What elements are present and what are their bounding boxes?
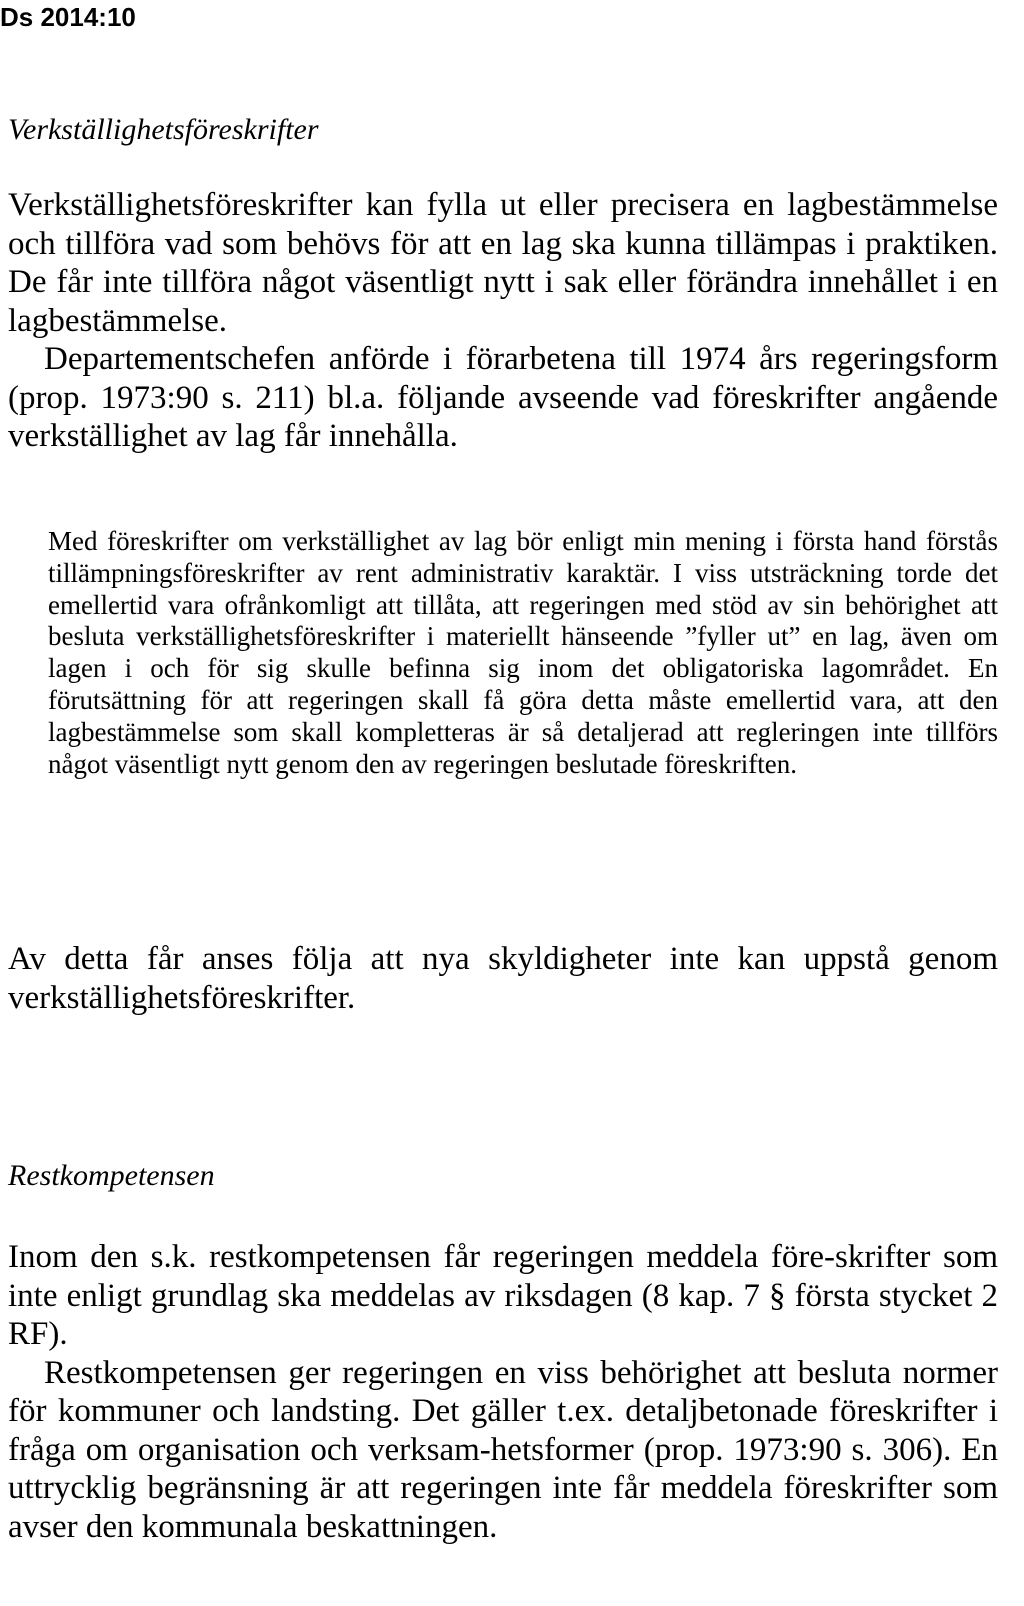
paragraph-intro: Verkställighetsföreskrifter kan fylla ut eller precisera en lagbestämmelse och tillföra vad som behövs för att en lag ska kunna tillämpas i praktiken. De får inte tillföra något väsentligt nytt i sak eller förändra innehållet i en lagbestämmelse. bbox=[8, 187, 998, 339]
paragraph-restkompetensen-intro: Inom den s.k. restkompetensen får regeringen meddela före-skrifter som inte enligt grundlag ska meddelas av riksdagen (8 kap. 7 § första stycket 2 RF). bbox=[8, 1239, 998, 1352]
section-heading-verkstallighetsforeskrifter: Verkställighetsföreskrifter bbox=[8, 113, 319, 146]
section1-conclusion bbox=[8, 940, 998, 1017]
paragraph-restkompetensen-normer: Restkompetensen ger regeringen en viss behörighet att besluta normer för kommuner och landsting. Det gäller t.ex. detaljbetonade föreskrifter i fråga om organisation och verksam-hetsformer (prop. 1973:90 s. 306). En uttrycklig begränsning är att regeringen inte får meddela föreskrifter som avser den kommunala beskattningen. bbox=[8, 1354, 998, 1545]
paragraph-departementschefen: Departementschefen anförde i förarbetena till 1974 års regeringsform (prop. 1973:90 s. 211) bl.a. följande avseende vad föreskrifter angående verkställighet av lag får innehålla. bbox=[8, 341, 998, 454]
section1-body bbox=[8, 186, 998, 456]
block-quote-prop-1973-90: Med föreskrifter om verkställighet av lag bör enligt min mening i första hand förstås tillämpningsföreskrifter av rent administrativ karaktär. I viss utsträckning torde det emellertid vara ofrånkomligt att tillåta, att regeringen med stöd av sin behörighet att besluta verkställighetsföreskrifter i materiellt hänseende ”fyller ut” en lag, även om lagen i och för sig skulle befinna sig inom det obligatoriska lagområdet. En förutsättning för att regeringen skall få göra detta måste emellertid vara, att den lagbestämmelse som skall kompletteras är så detaljerad att regleringen inte tillförs något väsentligt nytt genom den av regeringen beslutade föreskriften. bbox=[48, 526, 998, 779]
document-id-header: Ds 2014:10 bbox=[0, 2, 136, 32]
section2-body bbox=[8, 1238, 998, 1546]
paragraph-conclusion: Av detta får anses följa att nya skyldigheter inte kan uppstå genom verkställighetsföreskrifter. bbox=[8, 941, 998, 1016]
section-heading-restkompetensen: Restkompetensen bbox=[8, 1159, 215, 1192]
